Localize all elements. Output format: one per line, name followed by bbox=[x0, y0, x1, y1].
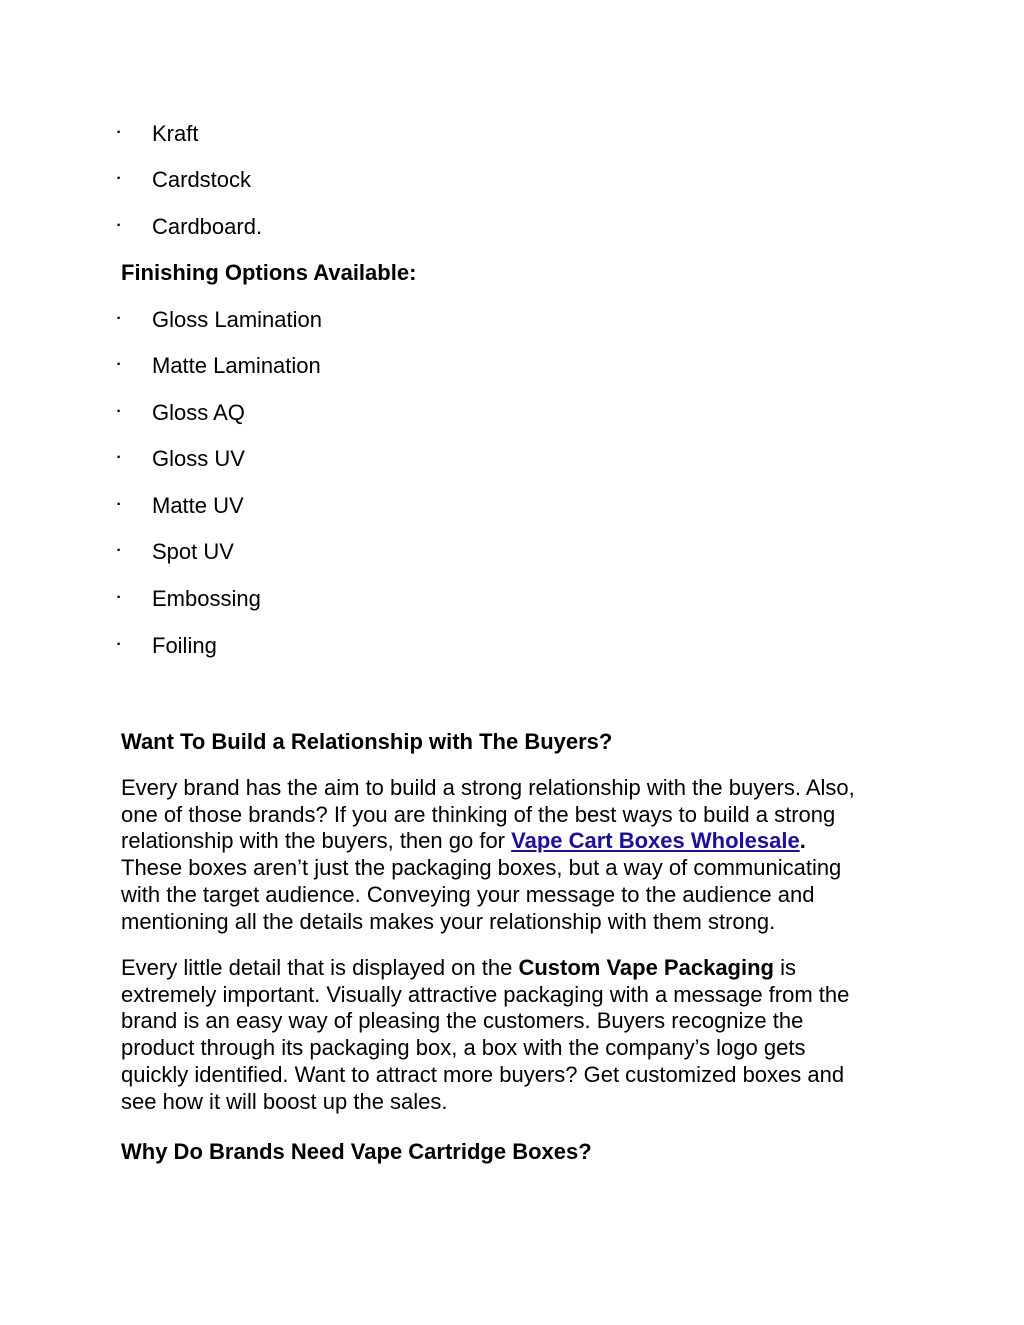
list-item-label: Gloss UV bbox=[152, 446, 245, 471]
finishing-heading: Finishing Options Available: bbox=[121, 260, 417, 285]
paragraph-line bbox=[121, 955, 911, 982]
relationship-paragraph-2 bbox=[121, 955, 911, 1115]
list-item-label: Foiling bbox=[152, 633, 217, 658]
bullet-icon: · bbox=[116, 170, 122, 187]
bullet-icon: · bbox=[116, 124, 122, 141]
bullet-icon: · bbox=[116, 310, 122, 327]
paragraph-line: quickly identified. Want to attract more buyers? Get customized boxes and bbox=[121, 1061, 845, 1087]
bullet-icon: · bbox=[116, 356, 122, 373]
paragraph-line: product through its packaging box, a box with the company’s logo gets bbox=[121, 1035, 806, 1061]
list-item-label: Spot UV bbox=[152, 539, 234, 564]
list-item-label: Cardstock bbox=[152, 167, 252, 192]
paragraph-line bbox=[121, 828, 911, 855]
paragraph-line: one of those brands? If you are thinking of the best ways to build a strong bbox=[121, 801, 836, 827]
list-item-label: Embossing bbox=[152, 586, 261, 611]
list-item-label: Kraft bbox=[152, 121, 199, 146]
paragraph-line: see how it will boost up the sales. bbox=[121, 1088, 448, 1114]
bullet-icon: · bbox=[116, 496, 122, 513]
list-item-label: Matte Lamination bbox=[152, 353, 321, 378]
bullet-icon: · bbox=[116, 542, 122, 559]
list-item-label: Matte UV bbox=[152, 493, 244, 518]
bullet-icon: · bbox=[116, 217, 122, 234]
relationship-heading: Want To Build a Relationship with The Buyers? bbox=[121, 729, 613, 754]
list-item-label: Gloss Lamination bbox=[152, 307, 322, 332]
bullet-icon: · bbox=[116, 589, 122, 606]
paragraph-line: with the target audience. Conveying your message to the audience and bbox=[121, 881, 815, 907]
bullet-icon: · bbox=[116, 636, 122, 653]
list-item-label: Cardboard. bbox=[152, 214, 263, 239]
paragraph-line: extremely important. Visually attractive packaging with a message from the bbox=[121, 981, 850, 1007]
paragraph-line: mentioning all the details makes your relationship with them strong. bbox=[121, 908, 776, 934]
why-heading: Why Do Brands Need Vape Cartridge Boxes? bbox=[121, 1139, 592, 1164]
paragraph-text: relationship with the buyers, then go for bbox=[121, 828, 512, 854]
relationship-paragraph-1 bbox=[121, 775, 911, 935]
paragraph-line: These boxes aren’t just the packaging boxes, but a way of communicating bbox=[121, 855, 842, 881]
paragraph-line: brand is an easy way of pleasing the customers. Buyers recognize the bbox=[121, 1008, 804, 1034]
paragraph-text: Every little detail that is displayed on the bbox=[121, 955, 519, 980]
paragraph-line: Every brand has the aim to build a strong relationship with the buyers. Also, bbox=[121, 775, 855, 800]
bullet-icon: · bbox=[116, 449, 122, 466]
paragraph-text: . bbox=[799, 828, 806, 854]
list-item-label: Gloss AQ bbox=[152, 400, 245, 425]
bullet-icon: · bbox=[116, 403, 122, 420]
paragraph-text: is bbox=[773, 955, 796, 980]
custom-vape-packaging-emphasis: Custom Vape Packaging bbox=[518, 955, 774, 980]
vape-cart-boxes-wholesale-link[interactable]: Vape Cart Boxes Wholesale bbox=[511, 828, 800, 854]
